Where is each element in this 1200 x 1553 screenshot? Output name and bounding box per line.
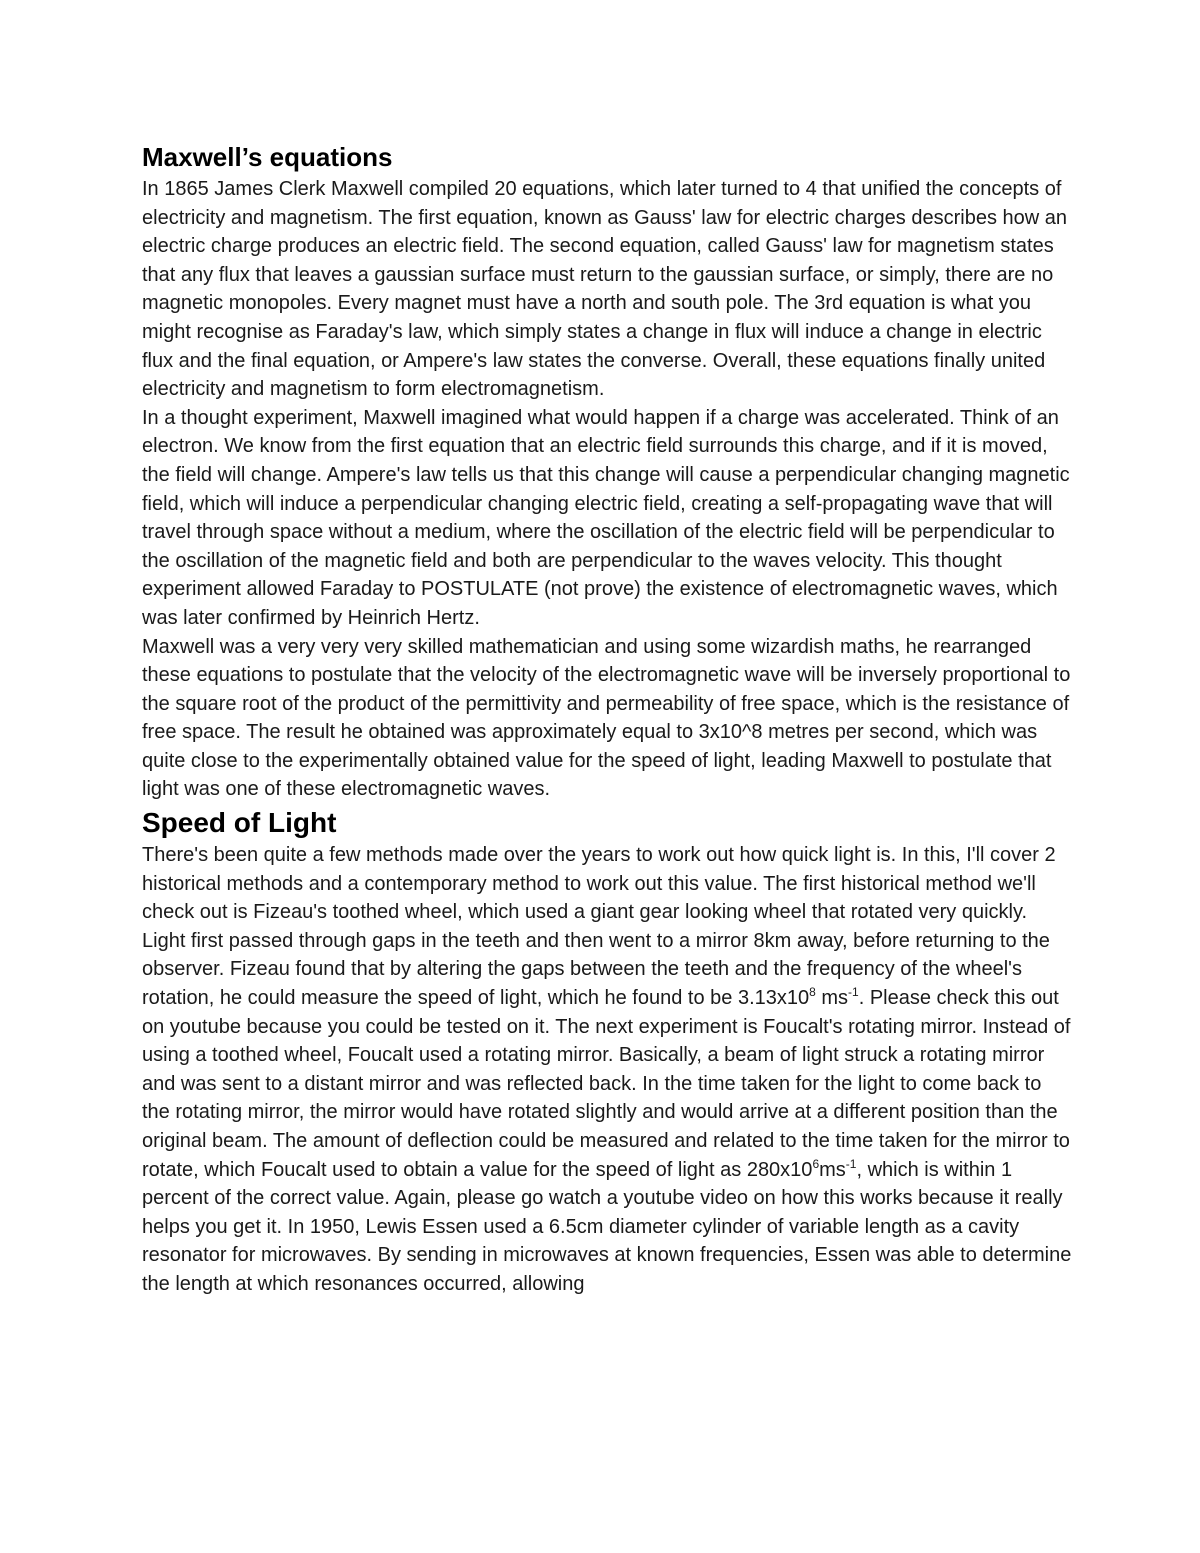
heading-maxwells-equations: Maxwell’s equations xyxy=(142,142,393,172)
superscript: -1 xyxy=(848,985,859,1000)
superscript: -1 xyxy=(845,1156,857,1171)
text-segment: ms xyxy=(819,1158,846,1181)
text-segment: . Please check this out on youtube because you could be tested on it. The next experiment is Foucalt's rotating mirror. Instead of using a toothed wheel, Foucalt used a rotating mirror. Basically, a beam of light struck a rotating mirror and was sent to a distant mirror and was reflected back. In the time taken for the light to come back to the rotating mirror, the mirror would have rotated slightly and would arrive at a different position than the original beam. The amount of deflection could be measured and related to the time taken for the mirror to rotate, which Foucalt used to obtain a value for the speed of light as 280x10 xyxy=(142,987,1071,1181)
superscript: 6 xyxy=(812,1156,820,1171)
paragraph-maxwell-mathematics: Maxwell was a very very very skilled mathematician and using some wizardish maths, he rearranged these equations to postulate that the velocity of the electromagnetic wave will be inversely proportional to the square root of the product of the permittivity and permeability of free space, which is the resistance of free space. The result he obtained was approximately equal to 3x10^8 metres per second, which was quite close to the experimentally obtained value for the speed of light, leading Maxwell to postulate that light was one of these electromagnetic waves. xyxy=(142,635,1071,801)
paragraph-maxwell-intro: In 1865 James Clerk Maxwell compiled 20 equations, which later turned to 4 that unified the concepts of electricity and magnetism. The first equation, known as Gauss' law for electric charges describes how an electric charge produces an electric field. The second equation, called Gauss' law for magnetism states that any flux that leaves a gaussian surface must return to the gaussian surface, or simply, there are no magnetic monopoles. Every magnet must have a north and south pole. The 3rd equation is what you might recognise as Faraday's law, which simply states a change in flux will induce a change in electric flux and the final equation, or Ampere's law states the converse. Overall, these equations finally united electricity and magnetism to form electromagnetism. xyxy=(142,178,1067,401)
paragraph-speed-of-light xyxy=(142,841,1072,1299)
document-page xyxy=(142,140,1072,1299)
text-segment: There's been quite a few methods made over the years to work out how quick light is. In this, I'll cover 2 historical methods and a contemporary method to work out this value. The first historical method we'll check out is Fizeau's toothed wheel, which used a giant gear looking wheel that rotated very quickly. Light first passed through gaps in the teeth and then went to a mirror 8km away, before returning to the observer. Fizeau found that by altering the gaps between the teeth and the frequency of the wheel's rotation, he could measure the speed of light, which he found to be 3.13x10 xyxy=(142,844,1056,1010)
superscript: 8 xyxy=(809,985,816,1000)
paragraph-thought-experiment: In a thought experiment, Maxwell imagined what would happen if a charge was accelerated. Think of an electron. We know from the first equation that an electric field surrounds this charge, and if it is moved, the field will change. Ampere's law tells us that this change will cause a perpendicular changing magnetic field, which will induce a perpendicular changing electric field, creating a self-propagating wave that will travel through space without a medium, where the oscillation of the electric field will be perpendicular to the oscillation of the magnetic field and both are perpendicular to the waves velocity. This thought experiment allowed Faraday to POSTULATE (not prove) the existence of electromagnetic waves, which was later confirmed by Heinrich Hertz. xyxy=(142,406,1070,629)
text-segment: ms xyxy=(815,987,849,1010)
text-segment: , which is within 1 percent of the correct value. Again, please go watch a youtube video on how this works because it really helps you get it. In 1950, Lewis Essen used a 6.5cm diameter cylinder of variable length as a cavity resonator for microwaves. By sending in microwaves at known frequencies, Essen was able to determine the length at which resonances occurred, allowing xyxy=(142,1158,1072,1295)
heading-speed-of-light: Speed of Light xyxy=(142,807,337,839)
